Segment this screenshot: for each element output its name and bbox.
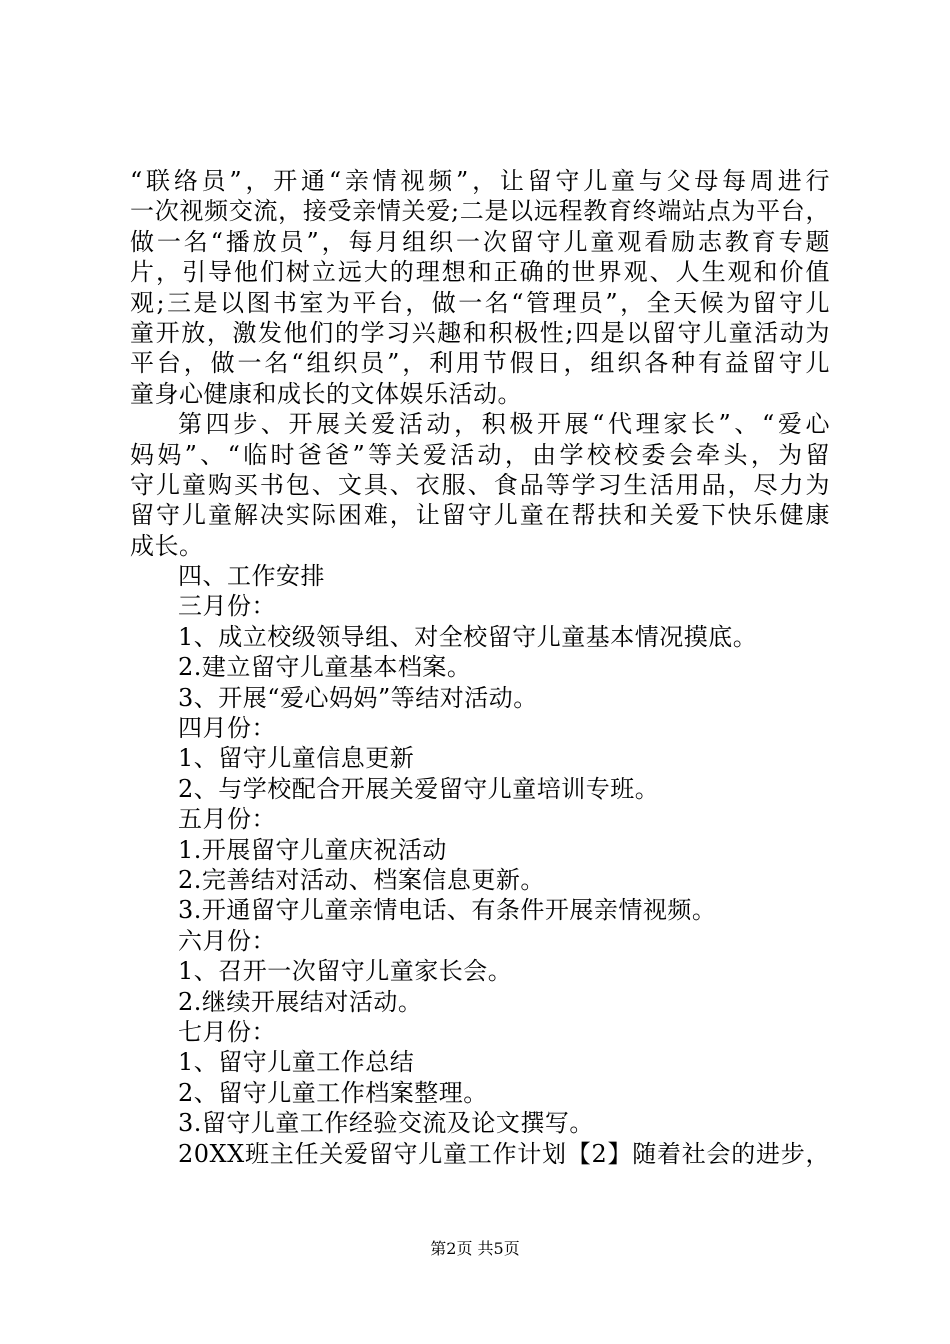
schedule-item: 3.开通留守儿童亲情电话、有条件开展亲情视频。 [178, 896, 717, 925]
page-number-footer: 第2页 共5页 [430, 1239, 520, 1258]
paragraph-line: 留守儿童解决实际困难，让留守儿童在帮扶和关爱下快乐健康 [130, 501, 830, 530]
paragraph-line: 成长。 [130, 531, 204, 560]
schedule-item: 2.建立留守儿童基本档案。 [178, 653, 472, 682]
schedule-item: 1、留守儿童信息更新 [178, 744, 415, 773]
paragraph-line: 平台，做一名“组织员”，利用节假日，组织各种有益留守儿 [130, 349, 830, 378]
paragraph-line: 观;三是以图书室为平台，做一名“管理员”，全天候为留守儿 [130, 288, 830, 317]
schedule-item: 1、成立校级领导组、对全校留守儿童基本情况摸底。 [178, 622, 758, 651]
paragraph-line: 片，引导他们树立远大的理想和正确的世界观、人生观和价值 [130, 258, 830, 287]
month-heading: 七月份： [178, 1017, 276, 1046]
paragraph-line: 童身心健康和成长的文体娱乐活动。 [130, 379, 522, 408]
paragraph-line: 妈妈”、“临时爸爸”等关爱活动，由学校校委会牵头，为留 [130, 440, 830, 469]
closing-line: 20XX班主任关爱留守儿童工作计划【2】随着社会的进步， [178, 1139, 830, 1168]
schedule-item: 1、留守儿童工作总结 [178, 1048, 415, 1077]
paragraph-line: 守儿童购买书包、文具、衣服、食品等学习生活用品，尽力为 [130, 470, 830, 499]
schedule-item: 1.开展留守儿童庆祝活动 [178, 835, 447, 864]
schedule-item: 2.继续开展结对活动。 [178, 987, 423, 1016]
month-heading: 三月份： [178, 592, 276, 621]
schedule-item: 1、召开一次留守儿童家长会。 [178, 957, 513, 986]
schedule-item: 3.留守儿童工作经验交流及论文撰写。 [178, 1109, 594, 1138]
paragraph-line: 一次视频交流，接受亲情关爱;二是以远程教育终端站点为平台， [130, 197, 830, 226]
month-heading: 六月份： [178, 926, 276, 955]
paragraph-line: 童开放，激发他们的学习兴趣和积极性;四是以留守儿童活动为 [130, 318, 830, 347]
month-heading: 五月份： [178, 805, 276, 834]
month-heading: 四月份： [178, 714, 276, 743]
schedule-item: 3、开展“爱心妈妈”等结对活动。 [178, 683, 538, 712]
paragraph-line: 做一名“播放员”，每月组织一次留守儿童观看励志教育专题 [130, 227, 830, 256]
schedule-item: 2、留守儿童工作档案整理。 [178, 1078, 488, 1107]
paragraph-line: 第四步、开展关爱活动，积极开展“代理家长”、“爱心 [178, 410, 830, 439]
section-heading: 四、工作安排 [178, 562, 325, 591]
paragraph-line: “联络员”，开通“亲情视频”，让留守儿童与父母每周进行 [130, 167, 830, 195]
schedule-item: 2.完善结对活动、档案信息更新。 [178, 865, 545, 894]
document-body [130, 166, 830, 1169]
schedule-item: 2、与学校配合开展关爱留守儿童培训专班。 [178, 774, 660, 803]
